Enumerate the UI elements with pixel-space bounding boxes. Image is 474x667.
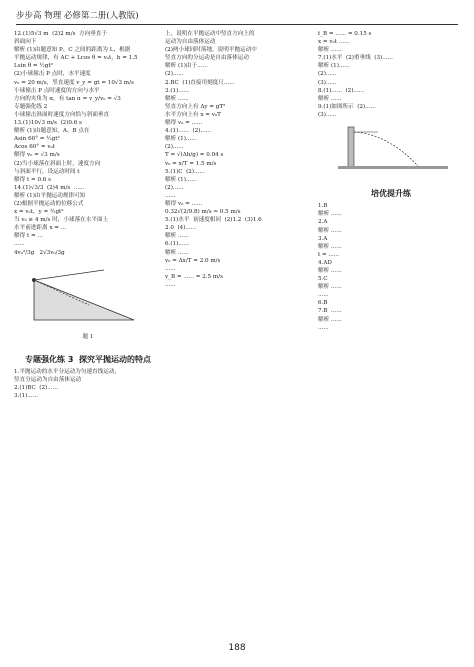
text-line: (3)...... (318, 111, 337, 118)
text-line: 解析 ...... (165, 249, 189, 256)
text-line: 14.(1)√3/3 (2)4 m/s ...... (14, 184, 85, 191)
text-line: 解析 ...... (318, 95, 342, 102)
text-line: 2.BC (1)直接用刻度尺...... (165, 79, 235, 86)
text-line: 解析 (1)由题意知，A、B 点在 (14, 128, 90, 135)
text-line: t_B = ...... = 0.15 s (318, 31, 372, 37)
figure-caption: 题 1 (82, 333, 94, 340)
text-line: 解析 (1)...... (318, 63, 350, 70)
text-line: (2)根据平抛运动的位移公式 (14, 200, 84, 207)
text-line: 7.(1)水平 (2)重垂线 (3)...... (318, 55, 393, 62)
text-line: 小球撞击斜面时速度方向恰与斜面垂直 (14, 111, 110, 118)
text-line: 与斜面平行，设运动时间 t (14, 168, 80, 175)
text-line: 小球撞击 P 点时速度的方向与水平 (14, 87, 100, 94)
text-line: 竖直方向的分运动是自由落体运动 (165, 55, 249, 62)
text-line: 解析 (1)由于...... (165, 63, 208, 70)
text-line: 5.(1)水平 初速度相同 (2)1.2 (3)1.6 (165, 217, 262, 224)
text-line: 上，说明在平抛运动中竖直方向上的 (165, 31, 255, 37)
text-line: 解析 ...... (165, 233, 189, 240)
text-line: 解析 ...... (318, 47, 342, 54)
ramp-figure (14, 260, 162, 341)
text-line: (2)...... (165, 184, 184, 191)
text-line: 运动为自由落体运动 (165, 39, 216, 46)
text-line: Acos 60° = v₀t (14, 144, 55, 151)
text-line: 4.(1)...... (2)...... (165, 128, 212, 135)
text-line: 解析 ...... (318, 316, 342, 323)
text-line: (2)小球撞击 P 点时，水平速度 (14, 71, 91, 78)
text-line: 竖直分运动为自由落体运动 (14, 377, 82, 383)
text-line: 8.(1)...... (2)...... (318, 87, 365, 94)
text-line: (2)...... (318, 71, 337, 78)
text-line: v_B = ...... = 2.5 m/s (165, 273, 223, 280)
text-line: Lsin θ = ½gt² (14, 63, 53, 70)
text-line: (2)...... (165, 71, 184, 78)
text-line: v₀ = x/T = 1.5 m/s (165, 160, 217, 167)
section-title: 培优提升练 (371, 189, 411, 199)
text-line: 斜面向下 (14, 39, 37, 46)
right-column (318, 30, 464, 635)
header-text: 步步高 物理 必修第二册(人教版) (16, 11, 139, 21)
text-line: 7.B ...... (318, 308, 342, 315)
text-line: 解得 t = ... (14, 233, 43, 240)
text-line: 13.(1)10√3 m/s (2)0.6 s (14, 120, 82, 127)
text-line: (2)两小球同时落地，说明平抛运动中 (165, 47, 257, 54)
text-line: (2)当小球落在斜面上时，速度方向 (14, 160, 101, 167)
text-line: ...... (318, 292, 329, 299)
text-line: 5.C (318, 276, 328, 283)
text-line: 水平前进距离 x = ... (14, 225, 67, 232)
text-line: 专题强化练 2 (14, 103, 48, 110)
text-line: 3.(1)...... (14, 393, 38, 400)
text-line: 当 v₀ ≥ 4 m/s 时，小球落在水平面上 (14, 217, 109, 224)
text-line (14, 343, 162, 351)
text-line: ...... (165, 265, 176, 272)
text-line: 解得 v₀ = ...... (165, 120, 203, 127)
text-line: 解析 ...... (318, 267, 342, 274)
text-line: 解析 ...... (165, 95, 189, 102)
text-line: 12.(1)5√3 m (2)2 m/s 方向垂直于 (14, 31, 107, 37)
page-header (16, 8, 458, 25)
text-line: v₀ = 20 m/s，竖直速度 v_y = gt = 10√3 m/s (14, 79, 134, 86)
text-line: 解析 ...... (318, 227, 342, 234)
text-line: 0.32√(2/9.8) m/s ≈ 0.5 m/s (165, 209, 241, 216)
text-line: v₀ = Δx/T = 2.0 m/s (165, 257, 221, 264)
text-line: ...... (318, 324, 329, 331)
text-line: 3.A (318, 235, 328, 242)
text-line: 解得 v₀ = √3 m/s (14, 152, 60, 159)
text-line: 9.(1)如图所示 (2)...... (318, 103, 376, 110)
left-column (14, 30, 162, 635)
text-line: 2.0 (4)...... (165, 225, 197, 232)
text-line: 解析 ...... (318, 243, 342, 250)
text-line: t = ...... (318, 251, 340, 258)
text-line: 平抛运动规律，有 AC + Lcos θ = v₀t，h = 1.5 (14, 55, 138, 62)
text-line: 1.B (318, 203, 328, 210)
section-title: 专题强化练 3 探究平抛运动的特点 (25, 354, 151, 364)
text-line: 解析 (1)...... (165, 176, 197, 183)
apparatus-figure (318, 122, 464, 175)
text-line: Asin 60° = ½gt² (14, 136, 60, 143)
text-line: 解析 (1)由平抛运动规律可知 (14, 192, 86, 199)
text-line: 竖直方向上有 Δy = gT² (165, 103, 226, 110)
text-line (318, 177, 464, 185)
text-line: 1.平抛运动的水平分运动为匀速直线运动， (14, 368, 121, 375)
text-line: x = v₀t ...... (318, 39, 350, 46)
text-line: 6.B (318, 300, 328, 307)
text-line: 解得 t = 0.6 s (14, 176, 52, 183)
text-line: 方向的夹角为 α，有 tan α = v_y/v₀ = √3 (14, 95, 121, 102)
page-number: 188 (228, 643, 246, 653)
text-line: 5.(1)C (2)...... (165, 168, 205, 175)
text-line: ...... (14, 241, 25, 248)
text-line: 解析 ...... (318, 211, 342, 218)
middle-column (165, 30, 315, 635)
text-line: x = v₀t，y = ½gt² (14, 209, 64, 216)
text-line: 解析 (1)由题意知 P、C 之间的距离为 L，根据 (14, 47, 131, 54)
text-line: ...... (165, 192, 176, 199)
text-line: 解析 (1)...... (165, 136, 197, 143)
text-line: 4v₀²/3g 2√3v₀/3g (14, 249, 65, 256)
text-line: ...... (165, 281, 176, 288)
text-line: 3.(1)...... (165, 87, 189, 94)
text-line: 解析 ...... (318, 284, 342, 291)
text-line: 2.(1)BC (2)...... (14, 385, 58, 392)
text-line: (3)...... (318, 79, 337, 86)
text-line: T = √(Δh/g) = 0.04 s (165, 152, 224, 159)
text-line: 解得 v₀ = ...... (165, 200, 203, 207)
text-line: 4.AD (318, 259, 332, 266)
text-line: 2.A (318, 219, 328, 226)
text-line: (2)...... (165, 144, 184, 151)
text-line: 水平方向上有 x = v₀T (165, 111, 221, 118)
text-line: 6.(1)...... (165, 241, 189, 248)
